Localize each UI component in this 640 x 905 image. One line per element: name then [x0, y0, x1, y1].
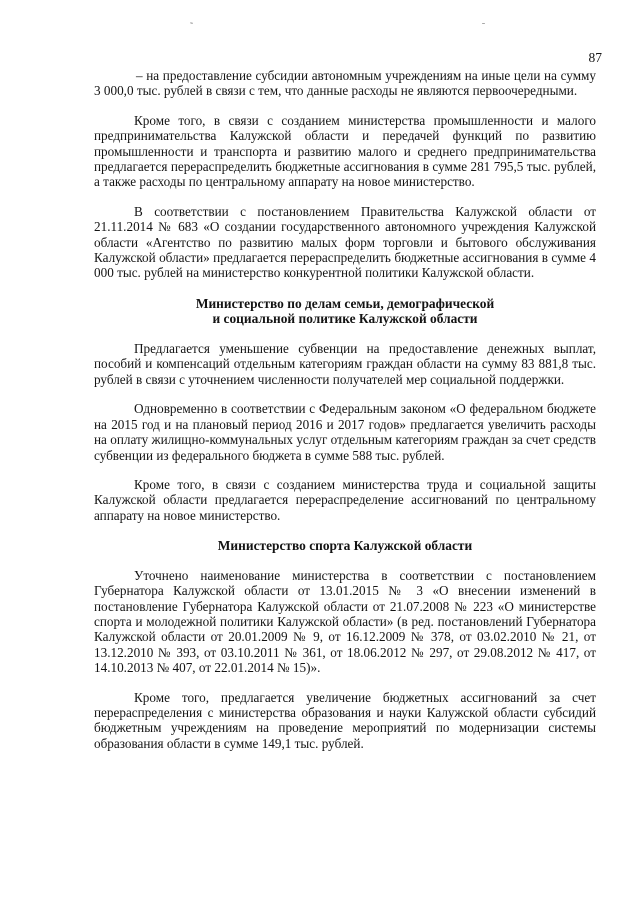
paragraph: Одновременно в соответствии с Федеральным законом «О федеральном бюджете на 2015 год и на плановый период 2016 и 2017 годов» предлагается увеличить расходы на оплату жилищно-коммунальных услуг отдельным категориям граждан за счет средств субвенции из федерального бюджета в сумме 588 тыс. рублей.: [94, 401, 596, 463]
paragraph: – на предоставление субсидии автономным учреждениям на иные цели на сумму 3 000,0 тыс. рублей в связи с тем, что данные расходы не являются первоочередными.: [94, 68, 596, 99]
section-heading-family-ministry: [94, 296, 596, 327]
scan-mark: ˉ: [482, 21, 485, 31]
section-heading-line: Министерство по делам семьи, демографической: [195, 295, 495, 311]
page-number: 87: [588, 50, 602, 65]
section-heading-sport-ministry: [94, 538, 596, 554]
document-body: [94, 68, 596, 751]
paragraph: Кроме того, в связи с созданием министерства промышленности и малого предпринимательства Калужской области и передачей функций по развитию промышленности и транспорта и развитию малого и среднего предпринимательства предлагается перераспределить бюджетные ассигнования в сумме 281 795,5 тыс. рублей, а также расходы по центральному аппарату на новое министерство.: [94, 112, 596, 190]
paragraph: Кроме того, предлагается увеличение бюджетных ассигнований за счет перераспределения с министерства образования и науки Калужской области субсидий бюджетным учреждениям на проведение мероприятий по модернизации системы образования области в сумме 149,1 тыс. рублей.: [94, 689, 596, 751]
paragraph: В соответствии с постановлением Правительства Калужской области от 21.11.2014 № 683 «О создании государственного автономного учреждения Калужской области «Агентство по развитию малых форм торговли и бытового обслуживания Калужской области» предлагается перераспределить бюджетные ассигнования в сумме 4 000 тыс. рублей на министерство конкурентной политики Калужской области.: [94, 203, 596, 281]
scan-mark: ˜: [190, 21, 193, 31]
paragraph: Уточнено наименование министерства в соответствии с постановлением Губернатора Калужской области от 13.01.2015 № 3 «О внесении изменений в постановление Губернатора Калужской области от 21.07.2008 № 223 «О министерстве спорта и молодежной политики Калужской области» (в ред. постановлений Губернатора Калужской области от 20.01.2009 № 9, от 16.12.2009 № 378, от 03.02.2010 № 21, от 13.12.2010 № 393, от 03.10.2011 № 361, от 18.06.2012 № 297, от 29.08.2012 № 417, от 14.10.2013 № 407, от 22.01.2014 № 15)».: [94, 567, 596, 676]
paragraph: Предлагается уменьшение субвенции на предоставление денежных выплат, пособий и компенсаций отдельным категориям граждан области на сумму 83 881,8 тыс. рублей в связи с уточнением численности получателей мер социальной поддержки.: [94, 341, 596, 387]
section-heading-line: и социальной политике Калужской области: [212, 311, 478, 327]
section-heading-line: Министерство спорта Калужской области: [217, 538, 473, 554]
paragraph: Кроме того, в связи с созданием министерства труда и социальной защиты Калужской области предлагается перераспределение ассигнований по центральному аппарату на новое министерство.: [94, 476, 596, 523]
